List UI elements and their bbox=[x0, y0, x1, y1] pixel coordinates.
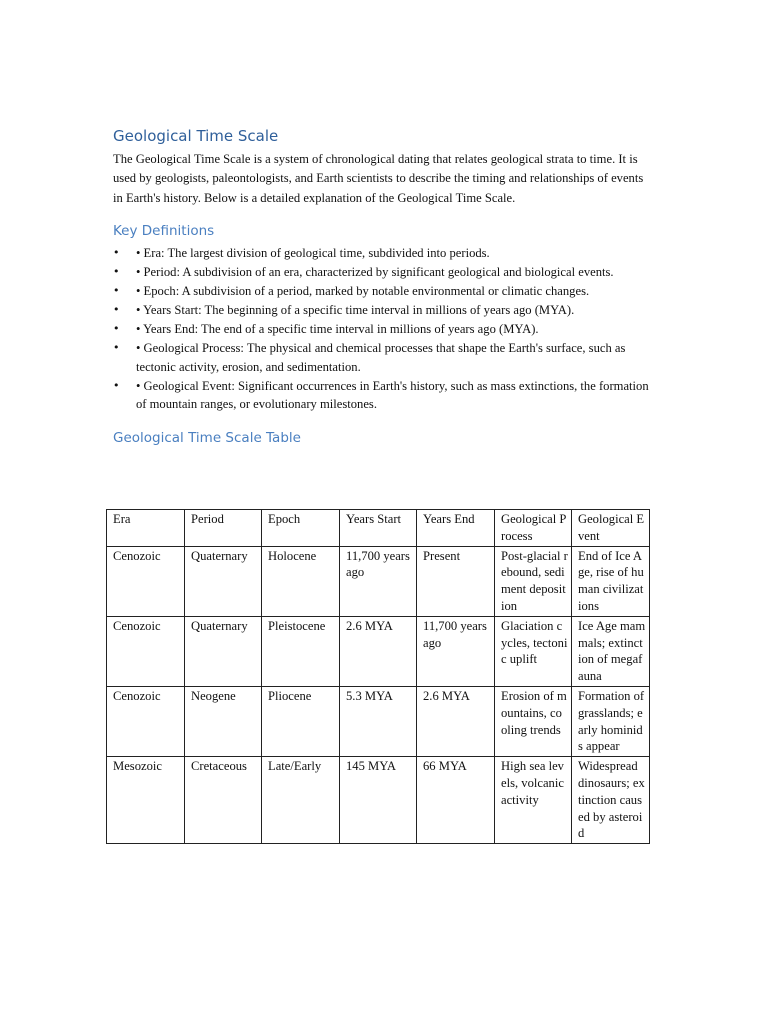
table-cell: 2.6 MYA bbox=[340, 616, 417, 686]
definition-text: • Period: A subdivision of an era, characterized by significant geological and biological events. bbox=[136, 264, 614, 279]
table-cell: Pleistocene bbox=[262, 616, 340, 686]
table-cell: Widespread dinosaurs; extinction caused by asteroid bbox=[572, 757, 650, 844]
table-row bbox=[107, 686, 650, 756]
document-page bbox=[113, 126, 653, 447]
table-cell: 5.3 MYA bbox=[340, 686, 417, 756]
bullet-icon: • bbox=[113, 340, 120, 354]
document-title: Geological Time Scale bbox=[113, 127, 279, 145]
bullet-icon: • bbox=[113, 302, 120, 316]
bullet-icon: • bbox=[113, 245, 120, 259]
list-item bbox=[113, 282, 653, 301]
list-item bbox=[113, 244, 653, 263]
header-years-start: Years Start bbox=[340, 510, 417, 547]
table-row bbox=[107, 616, 650, 686]
bullet-icon: • bbox=[113, 378, 120, 392]
intro-paragraph: The Geological Time Scale is a system of chronological dating that relates geological strata to time. It is used by geologists, paleontologists, and Earth scientists to describe the timing and relationships of events in Earth's history. Below is a detailed explanation of the Geological Time Scale. bbox=[113, 152, 644, 205]
definition-text: • Geological Event: Significant occurrences in Earth's history, such as mass extinctions, the formation of mountain ranges, or evolutionary milestones. bbox=[136, 378, 649, 412]
table-header-row bbox=[107, 510, 650, 547]
list-item bbox=[113, 301, 653, 320]
table-cell: High sea levels, volcanic activity bbox=[495, 757, 572, 844]
table-cell: Holocene bbox=[262, 546, 340, 616]
table-heading: Geological Time Scale Table bbox=[113, 430, 301, 446]
table-cell: Glaciation cycles, tectonic uplift bbox=[495, 616, 572, 686]
table-cell: Post-glacial rebound, sediment deposition bbox=[495, 546, 572, 616]
bullet-icon: • bbox=[113, 283, 120, 297]
table-cell: 11,700 years ago bbox=[417, 616, 495, 686]
table-cell: 11,700 years ago bbox=[340, 546, 417, 616]
table-cell: Ice Age mammals; extinction of megafauna bbox=[572, 616, 650, 686]
table-cell: Cenozoic bbox=[107, 546, 185, 616]
definition-text: • Era: The largest division of geological time, subdivided into periods. bbox=[136, 245, 490, 260]
list-item bbox=[113, 339, 653, 376]
table-cell: Cretaceous bbox=[185, 757, 262, 844]
table-cell: Cenozoic bbox=[107, 616, 185, 686]
table-cell: Present bbox=[417, 546, 495, 616]
list-item bbox=[113, 263, 653, 282]
table-row bbox=[107, 546, 650, 616]
table-cell: Late/Early bbox=[262, 757, 340, 844]
table-cell: Quaternary bbox=[185, 546, 262, 616]
key-definitions-heading: Key Definitions bbox=[113, 222, 215, 239]
header-geological-event: Geological Event bbox=[572, 510, 650, 547]
table-cell: Mesozoic bbox=[107, 757, 185, 844]
header-era: Era bbox=[107, 510, 185, 547]
table-cell: Neogene bbox=[185, 686, 262, 756]
list-item bbox=[113, 320, 653, 339]
list-item bbox=[113, 377, 653, 414]
table-cell: End of Ice Age, rise of human civilizations bbox=[572, 546, 650, 616]
table-cell: 2.6 MYA bbox=[417, 686, 495, 756]
table-cell: Pliocene bbox=[262, 686, 340, 756]
bullet-icon: • bbox=[113, 264, 120, 278]
definition-text: • Epoch: A subdivision of a period, marked by notable environmental or climatic changes. bbox=[136, 283, 590, 298]
table-cell: Quaternary bbox=[185, 616, 262, 686]
definition-text: • Geological Process: The physical and chemical processes that shape the Earth's surface, such as tectonic activity, erosion, and sedimentation. bbox=[136, 340, 626, 374]
header-period: Period bbox=[185, 510, 262, 547]
definition-text: • Years Start: The beginning of a specific time interval in millions of years ago (MYA). bbox=[136, 302, 575, 317]
table-row bbox=[107, 757, 650, 844]
table-cell: 145 MYA bbox=[340, 757, 417, 844]
geological-time-scale-table bbox=[106, 509, 650, 844]
table-cell: 66 MYA bbox=[417, 757, 495, 844]
header-geological-process: Geological Process bbox=[495, 510, 572, 547]
definition-text: • Years End: The end of a specific time interval in millions of years ago (MYA). bbox=[136, 321, 539, 336]
header-epoch: Epoch bbox=[262, 510, 340, 547]
definitions-list bbox=[113, 244, 653, 414]
table-cell: Cenozoic bbox=[107, 686, 185, 756]
header-years-end: Years End bbox=[417, 510, 495, 547]
bullet-icon: • bbox=[113, 321, 120, 335]
table-cell: Erosion of mountains, cooling trends bbox=[495, 686, 572, 756]
table-cell: Formation of grasslands; early hominids appear bbox=[572, 686, 650, 756]
